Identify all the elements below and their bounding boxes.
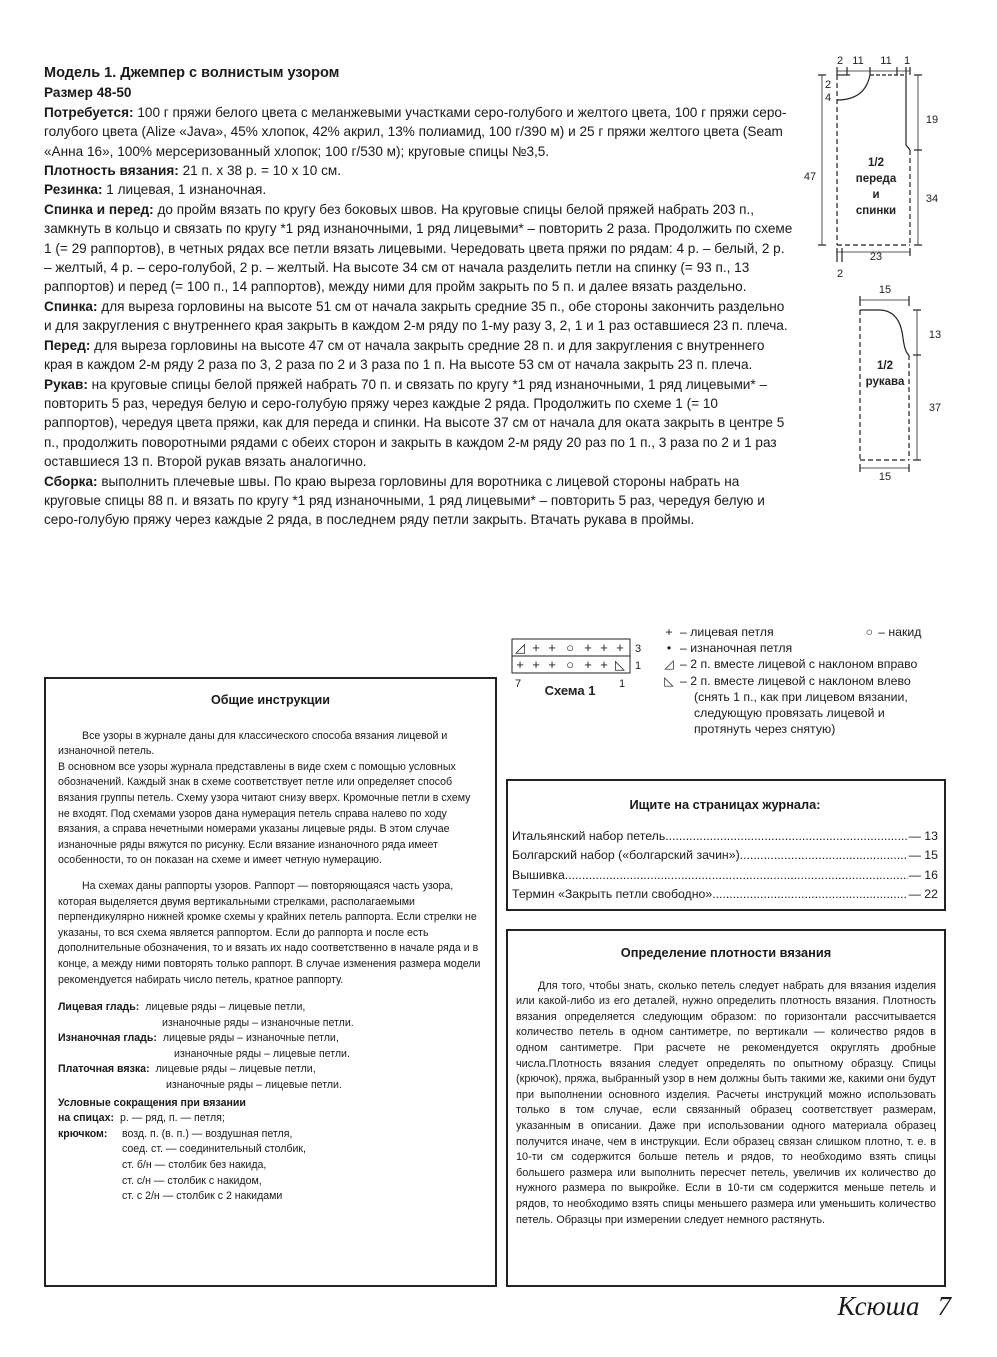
general-p3: На схемах даны раппорты узоров. Раппорт — повторяющаяся часть узора, которая выделяется двумя вертикальными стрелками, располагаемыми перпендикулярно нижней кромке схемы у крайних петель раппорта. Если стрелки не указаны, то вся схема является раппортом. Если до раппорта и после есть дополнительные обозначения, то и вязать их надо соответственно в начале ряда и в конце, а между ними повторять только раппорт. В случае изменения размера модели рекомендуется набирать число петель, кратное раппорту. xyxy=(58,879,481,986)
section-sleeve: Рукав: на круговые спицы белой пряжей набрать 70 п. и связать по кругу *1 ряд изнаночными, 1 ряд лицевыми* – повторить 5 раз, чередуя белую и серо-голубую пряжу через каждые 2 ряда. Продолжить по схеме 1 (= 10 раппортов), чередуя цвета пряжи, как для переда и спинки. На высоте 37 см от начала для оката закрыть в центре 5 п., продолжить поворотными рядами с обеих сторон и закрыть в каждом 2-м ряду 20 раз по 1 п., 3 раза по 2 и 1 раз оставшиеся 13 п. Второй рукав вязать аналогично. xyxy=(44,376,785,470)
page-footer xyxy=(837,1291,951,1322)
section-back: Спинка: для выреза горловины на высоте 51 см от начала закрыть средние 35 п., обе стороны закончить раздельно и для закругления с внутреннего края закрыть в каждом 2-м ряду по 1-му разу 3, 2, 1 и 1 раз оставшиеся 23 п. плеча. xyxy=(44,298,788,334)
chart-cell-r3-c3: + xyxy=(584,640,592,655)
sleeve-dim-top: 15 xyxy=(878,284,892,296)
chart-row-num-1: 1 xyxy=(634,660,642,672)
chart-caption: Схема 1 xyxy=(544,683,596,698)
body-label-2: переда xyxy=(855,173,897,185)
legend-item: + – лицевая петля ○ – накид xyxy=(665,625,922,639)
model-title: Модель 1. Джемпер с волнистым узором xyxy=(44,65,340,81)
chart-cell-r1-c6: + xyxy=(532,657,540,672)
page-number: 7 xyxy=(937,1291,951,1321)
term-reverse-stockinette: Изнаночная гладь: лицевые ряды – изнаночные петли, xyxy=(58,1032,339,1045)
search-row: Термин «Закрыть петли свободно» ..... — 22 xyxy=(512,885,938,905)
legend-extra: (снять 1 п., как при лицевом вязании, следующую провязать лицевой и протянуть через снятую) xyxy=(694,689,908,737)
gauge-definition-box xyxy=(506,929,946,1287)
general-title: Общие инструкции xyxy=(210,693,331,707)
legend-item: ◿ – 2 п. вместе лицевой с наклоном вправо xyxy=(664,657,918,672)
sleeve-label-1: 1/2 xyxy=(877,360,893,372)
legend-item: ◺ – 2 п. вместе лицевой с наклоном влево xyxy=(664,673,911,688)
section-front: Перед: для выреза горловины на высоте 47 см от начала закрыть средние 28 п. и для закругления с внутреннего края в каждом 2-м ряду 2 раза по 3, 2 раза по 2 и 3 раза по 1 п. На высоте 53 см от начала закрыть 23 п. плеча. xyxy=(44,337,765,373)
chart-cell-r3-c5: + xyxy=(548,640,556,655)
legend-yo-text: – накид xyxy=(878,625,922,639)
body-label-4: спинки xyxy=(855,205,897,217)
chart-legend xyxy=(658,624,921,737)
search-row: Болгарский набор («болгарский зачин») ..... — 15 xyxy=(512,846,938,866)
section-assembly: Сборка: выполнить плечевые швы. По краю выреза горловины для воротника с лицевой стороны набрать на круговые спицы 88 п. и вязать по кругу *1 ряд изнаночными, 1 ряд лицевыми* – повторить 5 раз, чередуя белую и серо-голубую пряжу через каждые 2 ряда, в последнем ряду петли закрыть. Втачать рукава в проймы. xyxy=(44,473,765,528)
sleeve-dim-right-1: 13 xyxy=(928,329,942,341)
dim-bottom-left: 2 xyxy=(836,268,844,280)
abbr-needles: на спицах: р. — ряд, п. — петля; xyxy=(58,1112,225,1125)
chart-cell-r1-c7: + xyxy=(516,657,524,672)
density-title: Определение плотности вязания xyxy=(620,945,832,960)
section-materials: Потребуется: 100 г пряжи белого цвета с меланжевыми участками серо-голубого и желтого цвета, 100 г пряжи серо-голубого цвета (Alize «Java», 45% хлопок, 42% акрил, 13% полиамид, 100 г/390 м) и 25 г пряжи желтого цвета (Seam «Анна 16», 100% мерсеризованный хлопок; 100 г/530 м); круговые спицы №3,5. xyxy=(44,104,787,159)
dim-top-3: 11 xyxy=(880,55,892,67)
chart-cell-r3-c7: ◿ xyxy=(515,640,525,655)
term-garter: Платочная вязка: лицевые ряды – лицевые петли, xyxy=(58,1063,316,1076)
dim-left-top-2: 4 xyxy=(824,92,832,104)
body-label-3: и xyxy=(872,189,880,201)
section-ribbing: Резинка: 1 лицевая, 1 изнаночная. xyxy=(44,182,267,198)
chart-cell-r1-c1: ◺ xyxy=(615,657,625,672)
search-row: Итальянский набор петель ..... — 13 xyxy=(512,827,938,847)
general-instructions-box xyxy=(44,677,497,1287)
chart-cell-r1-c4: ○ xyxy=(566,657,574,672)
pattern-description xyxy=(44,64,794,530)
general-p2: В основном все узоры журнала представлены в виде схем с помощью условных обозначений. Каждый знак в схеме соответствует петле или определяет способ вязания группы петель. Схему узора читают снизу вверх. Кромочные петли в схему не входят. Под схемами узоров дана нумерация петель справа налево по ходу вязания, а справа нечетными номерами указаны лицевые ряды. В этом случае изнаночные ряды вяжутся по рисунку. Если вязание изнаночного ряда имеет особенности, то он показан на схеме и имеет четную нумерацию. xyxy=(58,760,471,867)
magazine-name: Ксюша xyxy=(837,1291,920,1321)
dim-bottom: 23 xyxy=(869,251,883,263)
chart-cell-r3-c4: ○ xyxy=(566,640,574,655)
sleeve-dim-right-2: 37 xyxy=(928,402,942,414)
legend-yo-symbol: ○ xyxy=(865,625,874,639)
sleeve-dim-bottom: 15 xyxy=(878,471,892,483)
chart-cell-r3-c1: + xyxy=(616,640,624,655)
section-back-front: Спинка и перед: до пройм вязать по кругу без боковых швов. На круговые спицы белой пряжей набрать 203 п., замкнуть в кольцо и связать по кругу *1 ряд изнаночными, 1 ряд лицевыми* – повторить 2 раза. Продолжить по схеме 1 (= 29 раппортов), в четных рядах все петли вязать лицевыми. Чередовать цвета пряжи по рядам: 4 р. – белый, 2 р. – желтый, 4 р. – серо-голубой, 2 р. – желтый. На высоте 34 см от начала разделить петли на спинку (= 93 п., 13 раппортов) и перед (= 100 п., 14 раппортов), между ними для пройм закрыть по 5 п. и далее вязать раздельно. xyxy=(44,201,793,295)
model-size: Размер 48-50 xyxy=(44,85,132,101)
dim-left: 47 xyxy=(803,171,817,183)
chart-cell-r1-c3: + xyxy=(584,657,592,672)
chart-cell-r3-c6: + xyxy=(532,640,540,655)
dim-top-1: 2 xyxy=(836,55,844,67)
section-gauge: Плотность вязания: 21 п. x 38 р. = 10 x 10 см. xyxy=(44,163,341,179)
abbr-hook: крючком: возд. п. (в. п.) — воздушная петля, соед. ст. — соединительный столбик, ст. б/н — столбик без накида, ст. с/н — столбик с накидом, ст. с 2/н — столбик с 2 накидами xyxy=(58,1127,306,1203)
search-pages-box xyxy=(506,779,946,911)
term-stockinette: Лицевая гладь: лицевые ряды – лицевые петли, xyxy=(58,1001,306,1014)
chart-row-num-3: 3 xyxy=(634,643,642,655)
dim-left-top-1: 2 xyxy=(824,79,832,91)
dim-top-4: 1 xyxy=(903,55,911,67)
stitch-terms: Лицевая гладь: лицевые ряды – лицевые петли, изнаночные ряды – изнаночные петли. Изнаночная гладь: лицевые ряды – изнаночные петли, изнаночные ряды – лицевые петли. Платочная вязка: лицевые ряды – лицевые петли, изнаночные ряды – лицевые петли. xyxy=(58,1000,483,1094)
search-title: Ищите на страницах журнала: xyxy=(629,797,821,812)
chart-col-right: 1 xyxy=(618,678,626,690)
sleeve-pattern-diagram xyxy=(845,280,955,490)
abbr-title: Условные сокращения при вязании xyxy=(58,1096,246,1109)
legend-item: • – изнаночная петля xyxy=(666,641,793,656)
density-text: Для того, чтобы знать, сколько петель следует набрать для вязания изделия или какой-либо из его деталей, нужно определить плотность вязания. Плотность вязания определяется следующим образом: по горизонтали рассчитывается количество петель в одном сантиметре, по вертикали — количество рядов в одном сантиметре. При расчете не рекомендуется округлять дробные числа.Плотность вязания следует определять по опытному образцу. Спицы (крючок), пряжа, выбранный узор в нем должны быть такими же, какими они будут при выполнении основного изделия. Расчеты инструкций можно использовать только в том случае, если связанный образец соответствует размерам, указанным в описании. Даже при использовании одного материала образец получится иначе, чем в инструкции. Если образец связан слишком плотно, т. е. в 10-ти см содержится больше петель и рядов, то необходимо взять спицы большего размера или выполнить пересчет петель, увеличив их количество до нужного размера по выкройке. Если в 10-ти см содержится меньше петель и рядов, то необходимо взять спицы меньшего размера или уменьшить количество петель. Образцы при измерении следует немного растянуть. xyxy=(516,979,936,1226)
dim-top-2: 11 xyxy=(852,55,864,67)
chart-cell-r1-c2: + xyxy=(600,657,608,672)
chart-cell-r3-c2: + xyxy=(600,640,608,655)
body-pattern-diagram xyxy=(800,55,960,285)
search-row: Вышивка ..... — 16 xyxy=(512,866,938,886)
knitting-chart xyxy=(510,637,650,702)
instruction-sections xyxy=(44,103,794,530)
chart-col-left: 7 xyxy=(514,678,522,690)
body-label-1: 1/2 xyxy=(868,157,884,169)
chart-cell-r1-c5: + xyxy=(548,657,556,672)
sleeve-label-2: рукава xyxy=(865,376,905,388)
general-p1: Все узоры в журнале даны для классического способа вязания лицевой и изнаночной петель. xyxy=(58,729,448,758)
dim-right-1: 19 xyxy=(925,114,939,126)
dim-right-2: 34 xyxy=(925,193,939,205)
